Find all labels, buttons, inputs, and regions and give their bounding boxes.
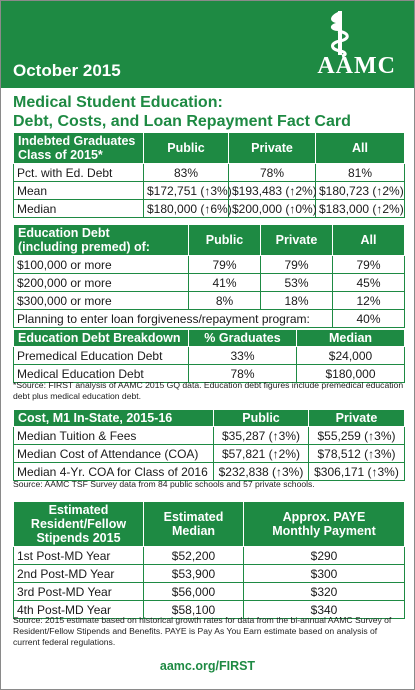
row-label: $200,000 or more <box>14 274 189 292</box>
table-header-row <box>14 225 405 256</box>
title-line-1: Medical Student Education: <box>13 94 223 111</box>
row-label: Medical Education Debt <box>14 365 189 383</box>
table-row <box>14 547 405 565</box>
table-row <box>14 310 405 328</box>
row-label: 1st Post-MD Year <box>14 547 144 565</box>
cell-public: $35,287 (↑3%) <box>214 427 309 445</box>
cell-all: 81% <box>316 164 405 182</box>
debt-breakdown-table <box>13 329 405 383</box>
col-header-all: All <box>316 133 405 164</box>
col-header-private: Private <box>261 225 333 256</box>
cell-public: $172,751 (↑3%) <box>144 182 229 200</box>
table-row <box>14 274 405 292</box>
table-header-row <box>14 410 405 427</box>
table-row <box>14 292 405 310</box>
header-text: Indebted Graduates Class of 2015* <box>18 134 136 162</box>
cell-median: $24,000 <box>297 347 405 365</box>
cell-all: $183,000 (↑2%) <box>316 200 405 218</box>
cell-all: 79% <box>333 256 405 274</box>
cell-private: 79% <box>261 256 333 274</box>
cell-private: $306,171 (↑3%) <box>309 463 405 481</box>
cell-median: $56,000 <box>144 583 244 601</box>
cell-private: $193,483 (↑2%) <box>229 182 316 200</box>
cell-public: $232,838 (↑3%) <box>214 463 309 481</box>
row-label: Median <box>14 200 144 218</box>
table-row <box>14 583 405 601</box>
table-header-row <box>14 330 405 347</box>
cell-private: 78% <box>229 164 316 182</box>
row-label: $100,000 or more <box>14 256 189 274</box>
col-header-public: Public <box>214 410 309 427</box>
col-header-median <box>144 502 244 547</box>
row-label: 3rd Post-MD Year <box>14 583 144 601</box>
col-header-public: Public <box>189 225 261 256</box>
row-label: 2nd Post-MD Year <box>14 565 144 583</box>
row-label: Pct. with Ed. Debt <box>14 164 144 182</box>
report-date: October 2015 <box>13 61 121 80</box>
row-label: Median 4-Yr. COA for Class of 2016 <box>14 463 214 481</box>
cost-source-note: Source: AAMC TSF Survey data from 84 public schools and 57 private schools. <box>13 479 315 489</box>
row-label: Median Tuition & Fees <box>14 427 214 445</box>
table-row <box>14 565 405 583</box>
col-header-paye <box>244 502 405 547</box>
col-header-label <box>14 133 144 164</box>
debt-source-note: *Source: FIRST analysis of AAMC 2015 GQ data. Education debt figures include premedical education debt plus medical education debt. <box>13 380 404 401</box>
cell-public: 83% <box>144 164 229 182</box>
row-label: Premedical Education Debt <box>14 347 189 365</box>
col-header-public: Public <box>144 133 229 164</box>
cell-public: $57,821 (↑2%) <box>214 445 309 463</box>
col-header-graduates: % Graduates <box>189 330 297 347</box>
header-text: Estimated Median <box>163 510 224 538</box>
table-row <box>14 463 405 481</box>
row-label: Mean <box>14 182 144 200</box>
cell-paye: $340 <box>244 601 405 619</box>
cell-public: 8% <box>189 292 261 310</box>
cell-graduates: 33% <box>189 347 297 365</box>
table-row <box>14 427 405 445</box>
row-label: $300,000 or more <box>14 292 189 310</box>
table-row <box>14 200 405 218</box>
col-header-private: Private <box>229 133 316 164</box>
table-row <box>14 347 405 365</box>
cell-paye: $300 <box>244 565 405 583</box>
resident-stipends-table <box>13 501 405 619</box>
cell-all: 45% <box>333 274 405 292</box>
footer-url[interactable]: aamc.org/FIRST <box>159 659 256 673</box>
cell-public: 41% <box>189 274 261 292</box>
cell-private: 18% <box>261 292 333 310</box>
cell-median: $180,000 <box>297 365 405 383</box>
header-text: Approx. PAYE Monthly Payment <box>272 510 376 538</box>
col-header-label: Cost, M1 In-State, 2015-16 <box>14 410 214 427</box>
table-row <box>14 256 405 274</box>
cell-private: $200,000 (↑0%) <box>229 200 316 218</box>
cell-public: 79% <box>189 256 261 274</box>
table-row <box>14 164 405 182</box>
card-title <box>13 93 405 131</box>
cell-private: 53% <box>261 274 333 292</box>
cell-all: $180,723 (↑2%) <box>316 182 405 200</box>
cell-median: $53,900 <box>144 565 244 583</box>
cell-paye: $290 <box>244 547 405 565</box>
cell-graduates: 78% <box>189 365 297 383</box>
indebted-graduates-table <box>13 132 405 218</box>
table-header-row <box>14 502 405 547</box>
header-text: Estimated Resident/Fellow Stipends 2015 <box>30 503 127 545</box>
cell-all: 40% <box>333 310 405 328</box>
table-row <box>14 182 405 200</box>
education-debt-table <box>13 224 405 328</box>
cell-private: $55,259 (↑3%) <box>309 427 405 445</box>
header-text: Education Debt (including premed) of: <box>18 226 150 254</box>
cell-public: $180,000 (↑6%) <box>144 200 229 218</box>
table-header-row <box>14 133 405 164</box>
col-header-label <box>14 502 144 547</box>
cell-all: 12% <box>333 292 405 310</box>
cell-median: $52,200 <box>144 547 244 565</box>
cell-paye: $320 <box>244 583 405 601</box>
stipend-source-note: Source: 2015 estimate based on historical growth rates for data from the bi-annual AAMC Survey of Resident/Fellow Stipends and Benefits. PAYE is Pay As You Earn estimate based on analysis of current federal regulations. <box>13 615 392 647</box>
col-header-label <box>14 225 189 256</box>
cell-private: $78,512 (↑3%) <box>309 445 405 463</box>
row-label: Median Cost of Attendance (COA) <box>14 445 214 463</box>
table-row <box>14 445 405 463</box>
cell-median: $58,100 <box>144 601 244 619</box>
header-bar <box>1 1 414 88</box>
col-header-all: All <box>333 225 405 256</box>
col-header-label: Education Debt Breakdown <box>14 330 189 347</box>
loan-program-label: Planning to enter loan forgiveness/repayment program: <box>14 310 333 328</box>
col-header-median: Median <box>297 330 405 347</box>
title-line-2: Debt, Costs, and Loan Repayment Fact Card <box>13 113 351 130</box>
aamc-wordmark: AAMC <box>317 53 396 79</box>
row-label: 4th Post-MD Year <box>14 601 144 619</box>
cost-of-attendance-table <box>13 409 405 481</box>
col-header-private: Private <box>309 410 405 427</box>
